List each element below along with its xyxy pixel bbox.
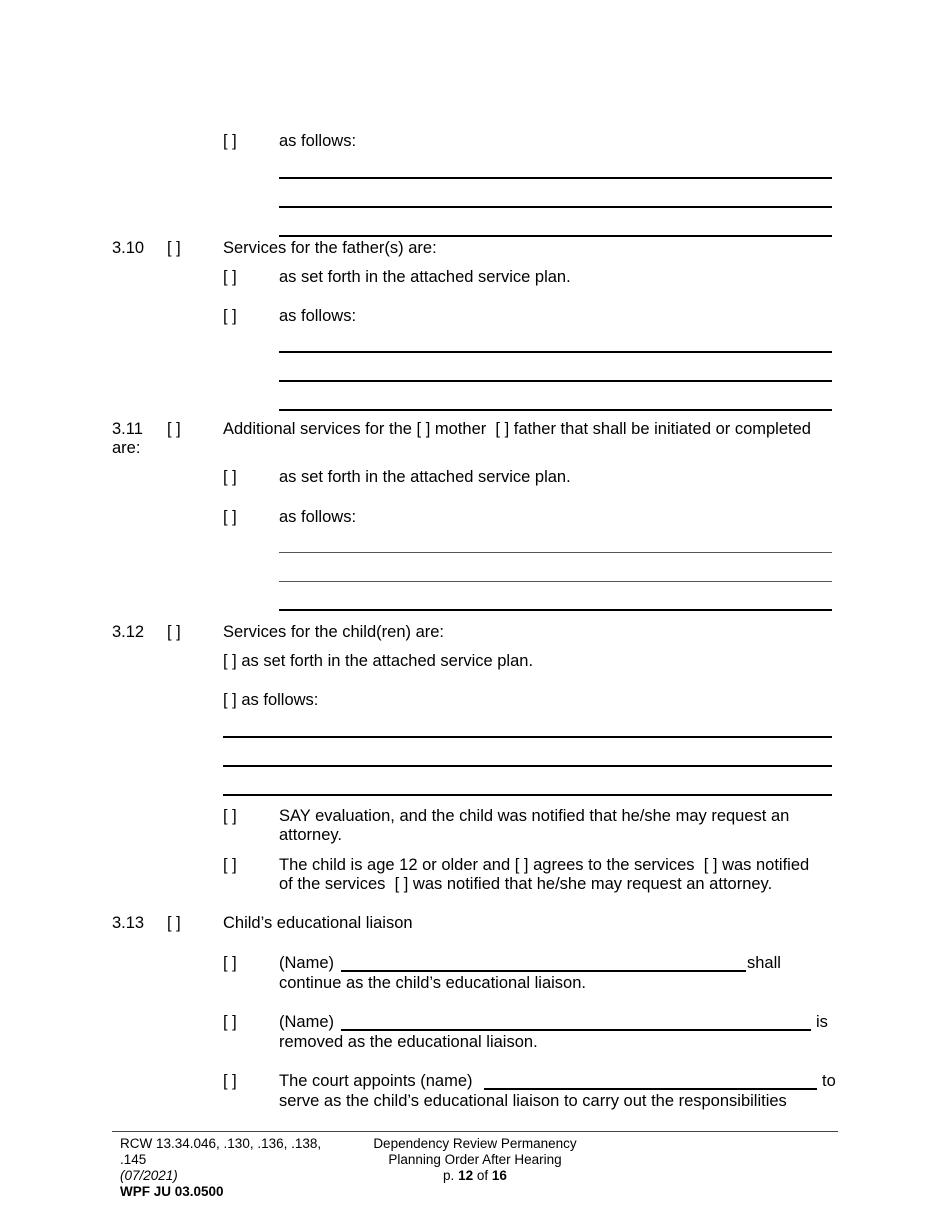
option-as-follows: as follows: (279, 307, 357, 325)
checkbox[interactable]: [ ] (223, 268, 237, 286)
checkbox[interactable]: [ ] (167, 239, 181, 257)
blank-line[interactable] (223, 794, 832, 796)
rcw-line-2: .145 (120, 1152, 147, 1167)
section-title: Child’s educational liaison (223, 914, 413, 932)
section-title (223, 419, 811, 439)
checkbox[interactable]: [ ] (167, 914, 181, 932)
checkbox[interactable]: [ ] (223, 856, 237, 874)
name-blank-line[interactable] (484, 1088, 817, 1090)
appoint-text: The court appoints (name) (279, 1072, 473, 1090)
age-text: The child is age 12 or older and (279, 856, 511, 874)
option-service-plan-row (223, 651, 533, 671)
checkbox[interactable]: [ ] (167, 623, 181, 641)
option-service-plan: as set forth in the attached service plan. (279, 268, 571, 286)
checkbox-attorney[interactable]: [ ] (394, 875, 409, 893)
footer-center (355, 1136, 595, 1184)
blank-line[interactable] (279, 351, 832, 353)
blank-line[interactable] (279, 409, 832, 411)
name-label: (Name) (279, 954, 335, 972)
blank-line[interactable] (279, 609, 832, 611)
section-title-cont: are: (112, 439, 141, 457)
to-text: to (822, 1072, 836, 1090)
checkbox[interactable]: [ ] (223, 468, 237, 486)
mother-label: mother (434, 420, 487, 438)
checkbox-mother[interactable]: [ ] (416, 420, 431, 438)
checkbox[interactable]: [ ] (223, 652, 237, 670)
checkbox[interactable]: [ ] (223, 508, 237, 526)
checkbox[interactable]: [ ] (223, 807, 237, 825)
checkbox[interactable]: [ ] (223, 307, 237, 325)
checkbox[interactable]: [ ] (223, 1072, 237, 1090)
page-number: p. 12 of 16 (443, 1168, 507, 1183)
option-as-follows: as follows: (279, 508, 357, 526)
section-title: Services for the child(ren) are: (223, 623, 445, 641)
checkbox-agrees[interactable]: [ ] (514, 856, 529, 874)
footer-left (120, 1136, 321, 1200)
section-number: 3.11 (112, 420, 143, 438)
blank-line[interactable] (279, 581, 832, 582)
blank-line[interactable] (279, 177, 832, 179)
attorney-label: was notified that he/she may request an attorney. (412, 875, 773, 893)
section-number: 3.13 (112, 914, 145, 932)
option-as-follows: as follows: (279, 132, 357, 150)
age-line-2 (279, 874, 772, 894)
serve-text: serve as the child’s educational liaison to carry out the responsibilities (279, 1092, 787, 1110)
option-as-follows-row (223, 690, 318, 710)
form-title-1: Dependency Review Permanency (373, 1136, 577, 1151)
name-blank-line[interactable] (341, 1029, 811, 1031)
blank-line[interactable] (279, 380, 832, 382)
blank-line[interactable] (279, 552, 832, 553)
say-line-1: SAY evaluation, and the child was notified that he/she may request an (279, 807, 790, 825)
form-date: (07/2021) (120, 1168, 178, 1183)
checkbox[interactable]: [ ] (223, 132, 237, 150)
agrees-label: agrees to the services (533, 856, 695, 874)
blank-line[interactable] (223, 736, 832, 738)
continue-text: continue as the child’s educational liaison. (279, 974, 586, 992)
section-number: 3.12 (112, 623, 145, 641)
services-label: of the services (279, 875, 386, 893)
say-line-2: attorney. (279, 826, 342, 844)
option-as-follows: as follows: (241, 691, 319, 709)
checkbox[interactable]: [ ] (223, 954, 237, 972)
form-id: WPF JU 03.0500 (120, 1184, 224, 1199)
name-blank-line[interactable] (341, 970, 746, 972)
age-line-1 (279, 855, 809, 875)
footer-rule (112, 1131, 838, 1132)
blank-line[interactable] (279, 235, 832, 237)
checkbox[interactable]: [ ] (223, 691, 237, 709)
blank-line[interactable] (223, 765, 832, 767)
section-number: 3.10 (112, 239, 145, 257)
shall-text: shall (747, 954, 781, 972)
removed-text: removed as the educational liaison. (279, 1033, 538, 1051)
checkbox-father[interactable]: [ ] (495, 420, 510, 438)
checkbox[interactable]: [ ] (223, 1013, 237, 1031)
form-title-2: Planning Order After Hearing (388, 1152, 562, 1167)
blank-line[interactable] (279, 206, 832, 208)
notified-label: was notified (722, 856, 810, 874)
section-title: Services for the father(s) are: (223, 239, 437, 257)
father-label: father that shall be initiated or completed (513, 420, 811, 438)
title-text: Additional services for the (223, 420, 412, 438)
option-service-plan: as set forth in the attached service plan. (279, 468, 571, 486)
checkbox-notified[interactable]: [ ] (703, 856, 718, 874)
is-text: is (816, 1013, 828, 1031)
name-label: (Name) (279, 1013, 335, 1031)
rcw-line-1: RCW 13.34.046, .130, .136, .138, (120, 1136, 322, 1151)
checkbox[interactable]: [ ] (167, 420, 181, 438)
option-service-plan: as set forth in the attached service plan. (241, 652, 534, 670)
